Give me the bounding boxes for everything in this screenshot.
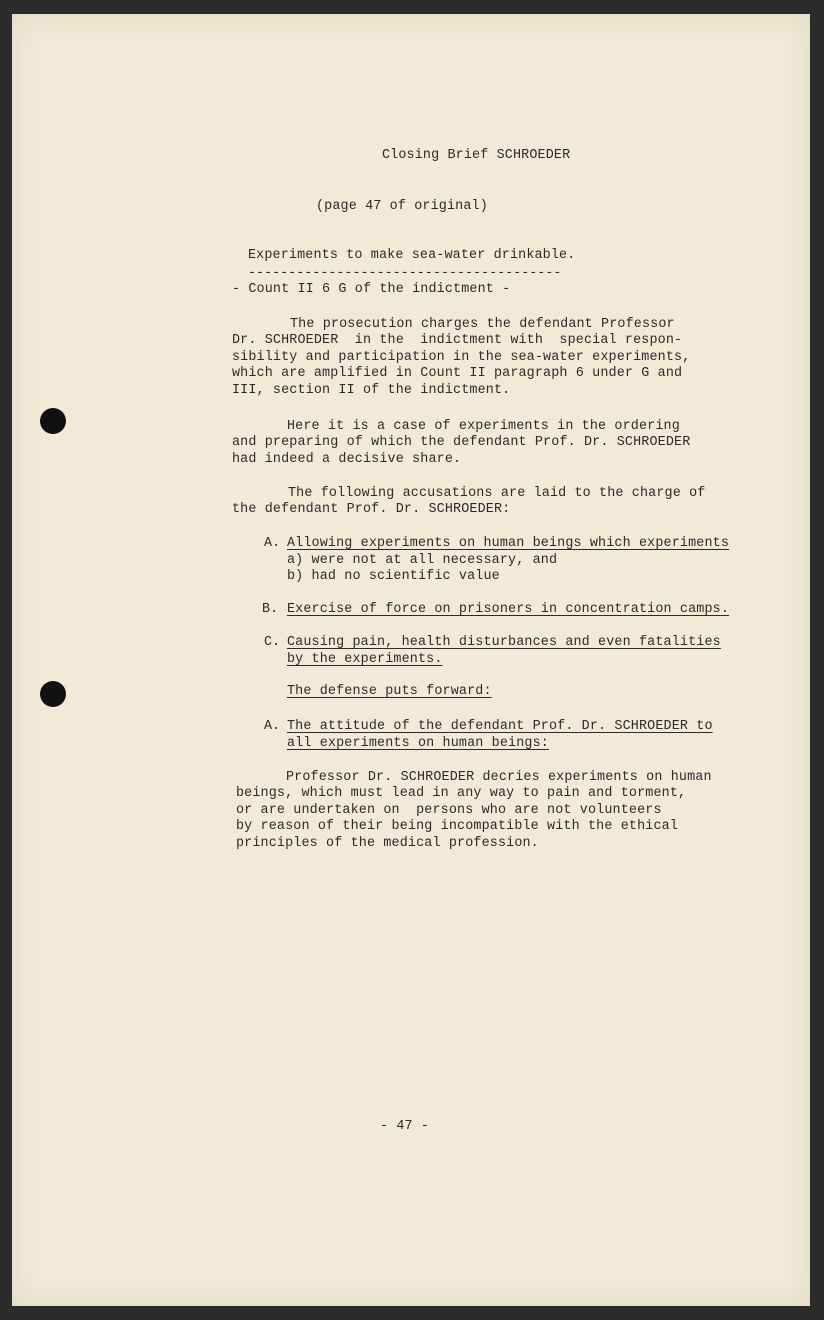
punch-hole-lower	[40, 681, 66, 707]
para2-line: and preparing of which the defendant Prof. Dr. SCHROEDER	[232, 435, 691, 450]
accusation-a-sub: a) were not at all necessary, and	[287, 553, 558, 568]
para3-line: the defendant Prof. Dr. SCHROEDER:	[232, 502, 511, 517]
accusation-c-label: C.	[264, 635, 281, 650]
defense-a-label: A.	[264, 719, 281, 734]
document-page	[12, 14, 810, 1306]
para1-line: sibility and participation in the sea-water experiments,	[232, 350, 691, 365]
para4-line: beings, which must lead in any way to pain and torment,	[236, 786, 687, 801]
document-title: Closing Brief SCHROEDER	[382, 148, 571, 163]
para1-line: III, section II of the indictment.	[232, 383, 511, 398]
accusation-b-text: Exercise of force on prisoners in concentration camps.	[287, 602, 730, 617]
defense-a-text: The attitude of the defendant Prof. Dr. SCHROEDER to	[287, 719, 713, 734]
accusation-a-label: A.	[264, 536, 281, 551]
page-reference: (page 47 of original)	[316, 199, 488, 214]
punch-hole-upper	[40, 408, 66, 434]
accusation-b-label: B.	[262, 602, 279, 617]
accusation-c-text: Causing pain, health disturbances and even fatalities	[287, 635, 721, 650]
count-reference: - Count II 6 G of the indictment -	[232, 282, 511, 297]
para1-line: Dr. SCHROEDER in the indictment with special respon-	[232, 333, 683, 348]
accusation-c-text: by the experiments.	[287, 652, 443, 667]
para4-line: principles of the medical profession.	[236, 836, 539, 851]
para1-line: which are amplified in Count II paragraph 6 under G and	[232, 366, 683, 381]
section-heading: Experiments to make sea-water drinkable.	[248, 248, 576, 263]
para4-line: Professor Dr. SCHROEDER decries experiments on human	[286, 770, 712, 785]
section-rule: ---------------------------------------	[248, 266, 562, 281]
accusation-a-text: Allowing experiments on human beings which experiments	[287, 536, 730, 551]
para4-line: by reason of their being incompatible with the ethical	[236, 819, 679, 834]
para3-line: The following accusations are laid to the charge of	[288, 486, 706, 501]
para1-line: The prosecution charges the defendant Professor	[290, 317, 675, 332]
accusation-a-sub: b) had no scientific value	[287, 569, 500, 584]
para2-line: Here it is a case of experiments in the ordering	[287, 419, 680, 434]
page-number: - 47 -	[380, 1119, 430, 1134]
defense-a-text: all experiments on human beings:	[287, 736, 549, 751]
para4-line: or are undertaken on persons who are not volunteers	[236, 803, 662, 818]
para2-line: had indeed a decisive share.	[232, 452, 462, 467]
defense-heading: The defense puts forward:	[287, 684, 492, 699]
